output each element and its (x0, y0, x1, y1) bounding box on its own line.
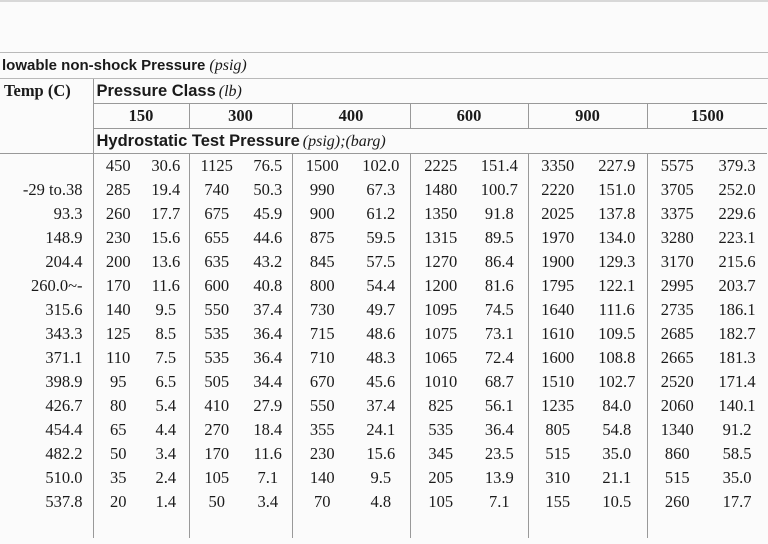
value-cell: 715 (309, 324, 335, 343)
value-cell: 345 (428, 444, 454, 463)
value-cell: 109.5 (587, 322, 647, 346)
value-cell: 1795 (541, 276, 575, 295)
table-title-row (0, 52, 768, 79)
value-cell: 44.6 (244, 226, 292, 250)
hydro-cell: 2225 (424, 156, 458, 175)
value-cell: 18.4 (244, 418, 292, 442)
value-cell: 515 (545, 444, 571, 463)
blank-cell (587, 514, 647, 538)
table-row (0, 370, 767, 394)
value-cell: 3280 (660, 228, 694, 247)
pressure-class-unit: (lb) (218, 82, 242, 100)
pressure-table-sheet (0, 52, 768, 538)
value-cell: 4.8 (352, 490, 410, 514)
value-cell: 9.5 (352, 466, 410, 490)
value-cell: 15.6 (143, 226, 189, 250)
value-cell: 34.4 (244, 370, 292, 394)
hydrostatic-header (93, 129, 767, 154)
hydro-cell: 379.3 (718, 156, 756, 175)
value-cell: 48.3 (352, 346, 410, 370)
value-cell: 108.8 (587, 346, 647, 370)
temp-cell: -29 to.38 (0, 178, 93, 202)
value-cell: 102.7 (587, 370, 647, 394)
value-cell: 655 (204, 228, 230, 247)
value-cell: 91.8 (471, 202, 528, 226)
value-cell: 252.0 (718, 180, 756, 199)
value-cell: 1640 (541, 300, 575, 319)
blank-cell (471, 514, 528, 538)
class-header-1500: 1500 (647, 104, 767, 129)
value-cell: 125 (105, 324, 131, 343)
value-cell: 223.1 (718, 228, 756, 247)
value-cell: 229.6 (718, 204, 756, 223)
value-cell: 1600 (541, 348, 575, 367)
class-header-900: 900 (528, 104, 647, 129)
temp-cell: 510.0 (0, 466, 93, 490)
value-cell: 72.4 (471, 346, 528, 370)
blank-cell (292, 514, 352, 538)
value-cell: 515 (664, 468, 690, 487)
temp-cell: 315.6 (0, 298, 93, 322)
table-row (0, 346, 767, 370)
value-cell: 50.3 (244, 178, 292, 202)
pressure-class-header (93, 79, 767, 104)
value-cell: 2025 (541, 204, 575, 223)
temp-cell: 537.8 (0, 490, 93, 514)
value-cell: 875 (309, 228, 335, 247)
value-cell: 137.8 (587, 202, 647, 226)
value-cell: 535 (204, 348, 230, 367)
value-cell: 17.7 (143, 202, 189, 226)
header-row-classes (0, 104, 767, 129)
header-row-hydrostatic (0, 129, 767, 154)
value-cell: 3170 (660, 252, 694, 271)
table-row (0, 394, 767, 418)
temp-cell: 398.9 (0, 370, 93, 394)
value-cell: 100.7 (471, 178, 528, 202)
value-cell: 730 (309, 300, 335, 319)
value-cell: 13.6 (143, 250, 189, 274)
temp-cell: 426.7 (0, 394, 93, 418)
pressure-table-body (0, 154, 767, 539)
value-cell: 105 (428, 492, 454, 511)
value-cell: 36.4 (244, 322, 292, 346)
temp-cell: 371.1 (0, 346, 93, 370)
value-cell: 230 (309, 444, 335, 463)
hydro-cell: 30.6 (143, 154, 189, 179)
value-cell: 3.4 (244, 490, 292, 514)
value-cell: 35.0 (587, 442, 647, 466)
hydrostatic-label: Hydrostatic Test Pressure (96, 131, 300, 150)
value-cell: 8.5 (143, 322, 189, 346)
hydrostatic-row (0, 154, 767, 179)
value-cell: 13.9 (471, 466, 528, 490)
value-cell: 675 (204, 204, 230, 223)
value-cell: 550 (309, 396, 335, 415)
table-title-unit: (psig) (209, 56, 247, 74)
value-cell: 140 (309, 468, 335, 487)
value-cell: 670 (309, 372, 335, 391)
value-cell: 45.9 (244, 202, 292, 226)
value-cell: 2060 (660, 396, 694, 415)
value-cell: 80 (110, 396, 127, 415)
value-cell: 900 (309, 204, 335, 223)
value-cell: 310 (545, 468, 571, 487)
value-cell: 182.7 (718, 324, 756, 343)
value-cell: 10.5 (587, 490, 647, 514)
value-cell: 1075 (424, 324, 458, 343)
blank-cell (143, 514, 189, 538)
value-cell: 3705 (660, 180, 694, 199)
value-cell: 155 (545, 492, 571, 511)
value-cell: 43.2 (244, 250, 292, 274)
value-cell: 170 (105, 276, 131, 295)
value-cell: 1270 (424, 252, 458, 271)
value-cell: 2665 (660, 348, 694, 367)
value-cell: 21.1 (587, 466, 647, 490)
hydro-cell: 102.0 (352, 154, 410, 179)
temp-cell: 148.9 (0, 226, 93, 250)
value-cell: 48.6 (352, 322, 410, 346)
table-row (0, 490, 767, 514)
value-cell: 81.6 (471, 274, 528, 298)
value-cell: 74.5 (471, 298, 528, 322)
value-cell: 2220 (541, 180, 575, 199)
value-cell: 860 (664, 444, 690, 463)
value-cell: 355 (309, 420, 335, 439)
hydro-cell: 5575 (660, 156, 694, 175)
value-cell: 110 (106, 348, 131, 367)
value-cell: 5.4 (143, 394, 189, 418)
value-cell: 1095 (424, 300, 458, 319)
value-cell: 57.5 (352, 250, 410, 274)
value-cell: 61.2 (352, 202, 410, 226)
value-cell: 49.7 (352, 298, 410, 322)
blank-cell (244, 514, 292, 538)
value-cell: 1235 (541, 396, 575, 415)
value-cell: 1.4 (143, 490, 189, 514)
value-cell: 73.1 (471, 322, 528, 346)
value-cell: 805 (545, 420, 571, 439)
blank-cell (528, 514, 587, 538)
hydro-cell: 151.4 (471, 154, 528, 179)
value-cell: 215.6 (718, 252, 756, 271)
value-cell: 260 (664, 492, 690, 511)
value-cell: 203.7 (718, 276, 756, 295)
value-cell: 65 (110, 420, 127, 439)
value-cell: 24.1 (352, 418, 410, 442)
value-cell: 710 (309, 348, 335, 367)
table-title: lowable non-shock Pressure (2, 57, 206, 74)
value-cell: 37.4 (352, 394, 410, 418)
hydro-cell: 1125 (200, 156, 233, 175)
value-cell: 1010 (424, 372, 458, 391)
table-row (0, 250, 767, 274)
temp-cell: 454.4 (0, 418, 93, 442)
value-cell: 1900 (541, 252, 575, 271)
value-cell: 7.1 (471, 490, 528, 514)
value-cell: 1480 (424, 180, 458, 199)
value-cell: 140.1 (718, 396, 756, 415)
value-cell: 550 (204, 300, 230, 319)
value-cell: 171.4 (718, 372, 756, 391)
value-cell: 17.7 (722, 492, 752, 511)
blank-cell (189, 514, 244, 538)
value-cell: 36.4 (244, 346, 292, 370)
class-header-600: 600 (410, 104, 528, 129)
value-cell: 140 (105, 300, 131, 319)
value-cell: 1200 (424, 276, 458, 295)
table-row (0, 274, 767, 298)
value-cell: 37.4 (244, 298, 292, 322)
value-cell: 68.7 (471, 370, 528, 394)
value-cell: 270 (204, 420, 230, 439)
value-cell: 9.5 (143, 298, 189, 322)
table-row (0, 322, 767, 346)
hydro-cell: 450 (105, 156, 131, 175)
value-cell: 111.6 (587, 298, 647, 322)
pressure-class-label: Pressure Class (96, 81, 216, 100)
value-cell: 23.5 (471, 442, 528, 466)
class-header-400: 400 (292, 104, 410, 129)
value-cell: 535 (428, 420, 454, 439)
value-cell: 1610 (541, 324, 575, 343)
value-cell: 1340 (660, 420, 694, 439)
value-cell: 740 (204, 180, 230, 199)
value-cell: 825 (428, 396, 454, 415)
temp-column-header: Temp (C) (0, 79, 93, 154)
value-cell: 134.0 (587, 226, 647, 250)
temp-cell: 260.0~- (0, 274, 93, 298)
value-cell: 1350 (424, 204, 458, 223)
value-cell: 260 (105, 204, 131, 223)
value-cell: 170 (204, 444, 230, 463)
temp-cell: 93.3 (0, 202, 93, 226)
value-cell: 635 (204, 252, 230, 271)
blank-cell (410, 514, 471, 538)
table-row (0, 466, 767, 490)
value-cell: 2685 (660, 324, 694, 343)
value-cell: 845 (309, 252, 335, 271)
value-cell: 35.0 (722, 468, 752, 487)
blank-cell (707, 514, 767, 538)
value-cell: 50 (208, 492, 225, 511)
value-cell: 56.1 (471, 394, 528, 418)
temp-cell: 343.3 (0, 322, 93, 346)
table-row (0, 298, 767, 322)
value-cell: 86.4 (471, 250, 528, 274)
blank-cell (647, 514, 707, 538)
value-cell: 535 (204, 324, 230, 343)
value-cell: 45.6 (352, 370, 410, 394)
value-cell: 4.4 (143, 418, 189, 442)
value-cell: 3.4 (143, 442, 189, 466)
value-cell: 410 (204, 396, 230, 415)
value-cell: 54.4 (352, 274, 410, 298)
hydro-cell: 3350 (541, 156, 575, 175)
value-cell: 230 (105, 228, 131, 247)
blank-row (0, 514, 767, 538)
value-cell: 3375 (660, 204, 694, 223)
hydrostatic-temp-cell (0, 154, 93, 179)
value-cell: 2995 (660, 276, 694, 295)
value-cell: 200 (105, 252, 131, 271)
blank-cell (352, 514, 410, 538)
table-row (0, 226, 767, 250)
blank-cell (93, 514, 143, 538)
value-cell: 7.1 (244, 466, 292, 490)
value-cell: 70 (314, 492, 331, 511)
value-cell: 59.5 (352, 226, 410, 250)
value-cell: 40.8 (244, 274, 292, 298)
table-row (0, 178, 767, 202)
value-cell: 36.4 (471, 418, 528, 442)
value-cell: 1970 (541, 228, 575, 247)
hydrostatic-units: (psig);(barg) (302, 132, 386, 150)
top-border-line (0, 0, 768, 2)
value-cell: 54.8 (587, 418, 647, 442)
value-cell: 50 (110, 444, 127, 463)
value-cell: 151.0 (587, 178, 647, 202)
value-cell: 1510 (541, 372, 575, 391)
value-cell: 600 (204, 276, 230, 295)
value-cell: 990 (309, 180, 335, 199)
value-cell: 19.4 (143, 178, 189, 202)
hydro-cell: 76.5 (244, 154, 292, 179)
hydro-cell: 227.9 (587, 154, 647, 179)
value-cell: 105 (204, 468, 230, 487)
value-cell: 7.5 (143, 346, 189, 370)
value-cell: 27.9 (244, 394, 292, 418)
value-cell: 58.5 (722, 444, 752, 463)
value-cell: 122.1 (587, 274, 647, 298)
value-cell: 800 (309, 276, 335, 295)
table-row (0, 202, 767, 226)
header-row-pressure-class (0, 79, 767, 104)
temp-cell: 204.4 (0, 250, 93, 274)
value-cell: 505 (204, 372, 230, 391)
table-row (0, 442, 767, 466)
table-row (0, 418, 767, 442)
blank-cell (0, 514, 93, 538)
hydro-cell: 1500 (305, 156, 339, 175)
value-cell: 35 (110, 468, 127, 487)
value-cell: 20 (110, 492, 127, 511)
value-cell: 285 (105, 180, 131, 199)
class-header-150: 150 (93, 104, 189, 129)
value-cell: 1315 (424, 228, 458, 247)
value-cell: 6.5 (143, 370, 189, 394)
value-cell: 15.6 (352, 442, 410, 466)
value-cell: 2735 (660, 300, 694, 319)
pressure-rating-table (0, 79, 767, 538)
value-cell: 2520 (660, 372, 694, 391)
value-cell: 89.5 (471, 226, 528, 250)
value-cell: 84.0 (587, 394, 647, 418)
value-cell: 2.4 (143, 466, 189, 490)
temp-cell: 482.2 (0, 442, 93, 466)
value-cell: 181.3 (718, 348, 756, 367)
value-cell: 205 (428, 468, 454, 487)
value-cell: 91.2 (722, 420, 752, 439)
value-cell: 11.6 (244, 442, 292, 466)
value-cell: 1065 (424, 348, 458, 367)
value-cell: 129.3 (587, 250, 647, 274)
value-cell: 186.1 (718, 300, 756, 319)
value-cell: 95 (110, 372, 127, 391)
value-cell: 67.3 (352, 178, 410, 202)
value-cell: 11.6 (143, 274, 189, 298)
class-header-300: 300 (189, 104, 292, 129)
